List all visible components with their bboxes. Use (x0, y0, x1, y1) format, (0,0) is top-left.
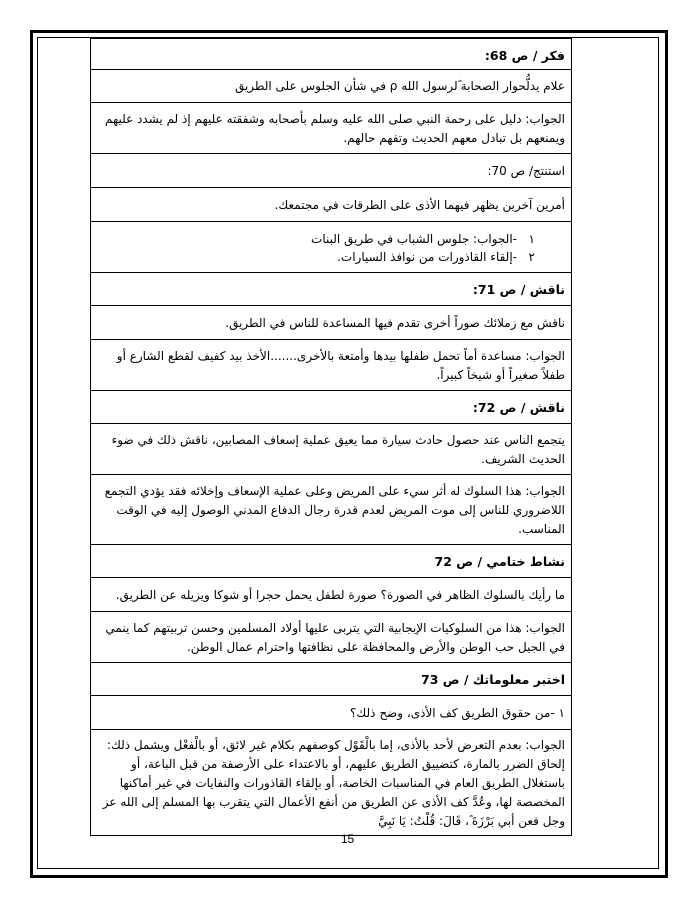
question-paragraph (90, 696, 572, 730)
section-heading: اختبر معلوماتك / ص 73 (421, 672, 565, 687)
question-paragraph (90, 188, 572, 222)
section-heading: نشاط ختامي / ص 72 (434, 554, 565, 569)
answer-text: الجواب: مساعدة أماً تحمل طفلها بيدها وأمتعة بالأخرى.......الأخذ بيد كفيف لقطع الشارع أو طفلاً صغيراً أو شيخاً كبيراً. (116, 349, 565, 382)
answer-paragraph (90, 475, 572, 545)
list-item-text: -إلقاء القاذورات من نوافذ السيارات. (337, 250, 517, 264)
section-test-73 (90, 663, 572, 696)
section-discuss-72 (90, 391, 572, 424)
question-text: علام يدلُّحوار الصحابة ؓلرسول الله ρ في شأن الجلوس على الطريق (234, 79, 565, 93)
question-text: ١ -من حقوق الطريق كف الأذى، وضح ذلك؟ (350, 706, 565, 720)
section-think-68 (90, 38, 572, 70)
list-number: ١ (528, 232, 535, 246)
question-text: يتجمع الناس عند حصول حادث سيارة مما يعيق عملية إسعاف المصابين، ناقش ذلك في ضوء الحديث الشريف. (111, 433, 565, 466)
answer-list (90, 222, 572, 273)
list-item-text: -الجواب: جلوس الشباب في طريق البنات (311, 232, 517, 246)
section-deduce-70 (90, 154, 572, 188)
answer-paragraph (90, 340, 572, 391)
section-heading: استنتج/ ص 70: (487, 164, 565, 178)
answer-text: الجواب: هذا من السلوكيات الإيجابية التي يتربى عليها أولاد المسلمين وحسن تربيتهم كما ينمي في الجيل حب الوطن والأرض والمحافظة على نظافتها واحترام عمال الوطن. (105, 621, 565, 654)
question-text: ناقش مع زملائك صوراً أخرى تقدم فيها المساعدة للناس في الطريق. (225, 316, 565, 330)
list-item (97, 230, 535, 248)
list-item (97, 248, 535, 266)
question-paragraph (90, 424, 572, 475)
answer-text: الجواب: بعدم التعرض لأحد بالأذى، إما بالْقَوْل كوصفهم بكلام غير لائق، أو بالْفعْل ويشمل ذلك: إلحاق الضرر بالمارة، كتضييق الطريق عليهم، أو بالاعتداء على الأرصفة من قبل الباعة، أو باستغلال الطريق العام في المناسبات الخاصة، أو بإلقاء القاذورات والنفايات في غير أماكنها المخصصة لها، وعُدَّ كف الأذى عن الطريق من أنفع الأعمال التي يتقرب بها المسلم إلى الله عز وجل فعن أبي بَرْزَةَ ؓ، قَالَ: قُلْتُ: يَا نَبِيَّ (102, 738, 565, 828)
question-paragraph (90, 70, 572, 103)
section-discuss-71 (90, 273, 572, 306)
question-paragraph (90, 578, 572, 612)
document-body (90, 38, 572, 836)
question-paragraph (90, 306, 572, 340)
answer-paragraph (90, 612, 572, 663)
section-heading: ناقش / ص 71: (472, 282, 565, 297)
section-final-activity-72 (90, 545, 572, 578)
question-text: أمرين آخرين يظهر فيهما الأذى على الطرقات في مجتمعك. (274, 198, 565, 212)
page-number: 15 (340, 832, 355, 846)
answer-text: الجواب: دليل على رحمة النبي صلى الله عليه وسلم بأصحابه وشفقته عليهم إذ لم يشدد عليهم ويمنعهم بل تبادل معهم الحديث وتفهم حالهم. (104, 112, 565, 145)
question-text: ما رأيك بالسلوك الظاهر في الصورة؟ صورة لطفل يحمل حجرا أو شوكا ويزيله عن الطريق. (115, 588, 565, 602)
section-heading: ناقش / ص 72: (472, 400, 565, 415)
list-number: ٢ (528, 250, 535, 264)
answer-paragraph (90, 730, 572, 836)
answer-items (97, 230, 565, 266)
answer-text: الجواب: هذا السلوك له أثر سيء على المريض وعلى عملية الإسعاف وإخلائه فقد يؤدي التجمع اللاضروري للناس إلى موت المريض لعدم قدرة رجال الدفاع المدني الوصول إليه في الوقت المناسب. (104, 484, 565, 536)
section-heading: فكر / ص 68: (484, 48, 565, 63)
answer-paragraph (90, 103, 572, 154)
